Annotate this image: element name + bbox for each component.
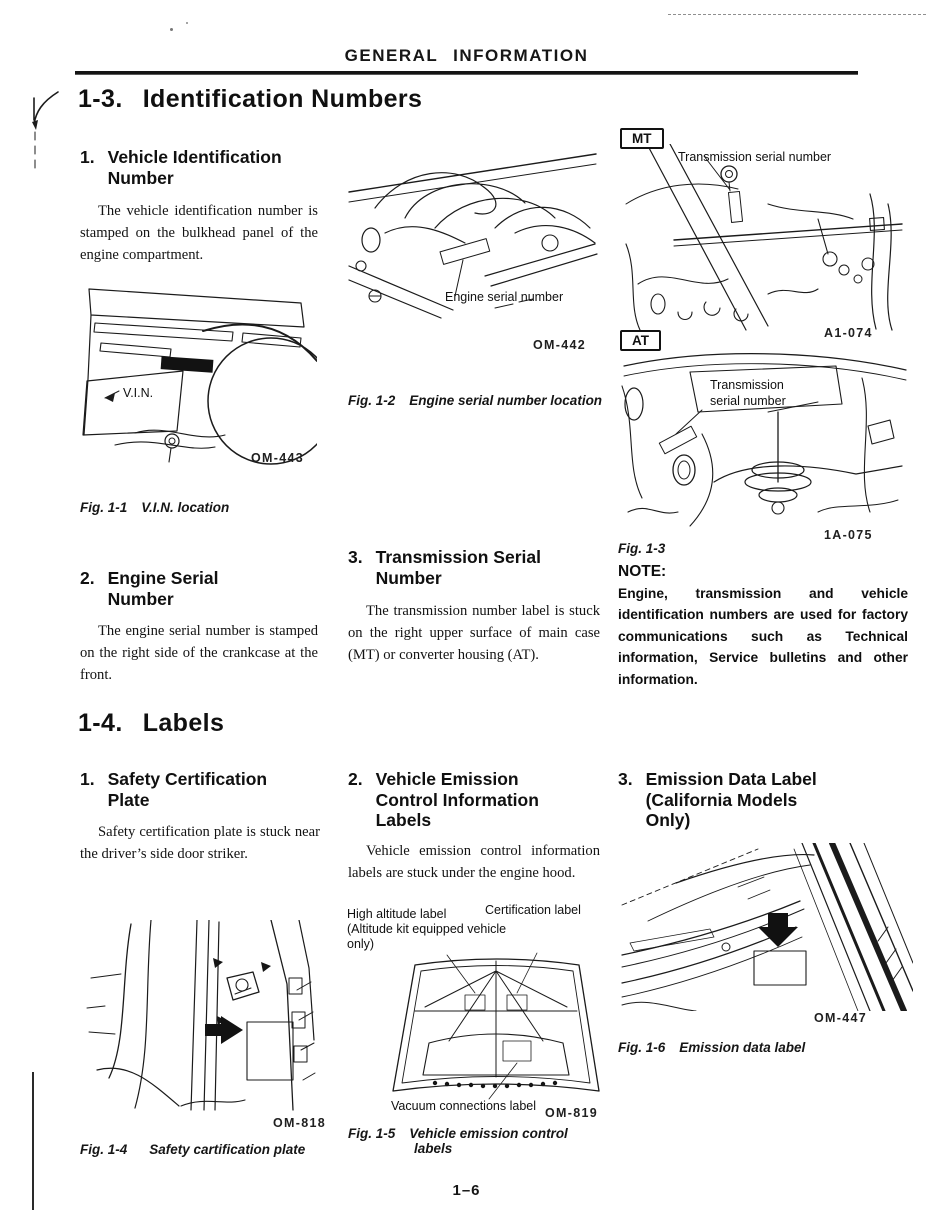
figure-1-3-mt — [618, 128, 910, 340]
hood-underside-drawing — [387, 949, 605, 1101]
fig-1-6-code: OM-447 — [814, 1011, 867, 1025]
caption-label: Fig. 1-2 — [348, 393, 396, 408]
emission-label-drawing — [618, 843, 913, 1011]
caption-text: Safety cartification plate — [149, 1142, 306, 1157]
fig-1-2-code: OM-442 — [533, 338, 586, 352]
scan-artifact-dashes — [668, 14, 926, 15]
subsection-number: 3. — [618, 769, 633, 789]
vin-arrow — [105, 393, 115, 402]
mt-serial-callout: Transmission serial number — [678, 150, 832, 164]
engine-serial-paragraph: The engine serial number is stamped on the right side of the crankcase at the front. — [80, 623, 318, 683]
subsection-number: 2. — [80, 568, 95, 588]
at-transmission-drawing — [618, 342, 910, 534]
section-number: 1-4. — [78, 709, 123, 737]
fig-1-4-code: OM-818 — [273, 1116, 326, 1130]
at-serial-label — [659, 426, 696, 453]
emission-labels-paragraph: Vehicle emission control information labels are stuck under the engine hood. — [348, 843, 600, 881]
section-title: Identification Numbers — [142, 85, 423, 113]
figure-1-1 — [75, 283, 317, 475]
wiper-vent-band — [630, 929, 714, 951]
subsection-1-vin-heading — [80, 147, 303, 188]
vin-paragraph: The vehicle identification number is stamped on the bulkhead panel of the engine compartment. — [80, 203, 318, 263]
caption-text: V.I.N. location — [141, 500, 230, 515]
scan-artifact-dot — [186, 22, 188, 24]
subsection-number: 2. — [348, 769, 363, 789]
section-title: Labels — [142, 709, 225, 737]
high-altitude-callout-line1: High altitude label — [347, 907, 447, 921]
subsection-number: 1. — [80, 147, 95, 167]
note-label: NOTE: — [618, 563, 667, 580]
subsection-3-transmission-heading — [348, 547, 561, 588]
caption-text-line1: Vehicle emission control — [409, 1126, 568, 1141]
figure-1-3-at — [618, 330, 910, 542]
fig-1-1-code: OM-443 — [251, 451, 304, 465]
subsection-1-safety-heading — [80, 769, 293, 810]
note-block — [618, 563, 908, 690]
page-header-title: GENERAL INFORMATION — [344, 46, 589, 65]
subsection-number: 1. — [80, 769, 95, 789]
at-tag: AT — [620, 330, 661, 351]
figure-1-2 — [345, 148, 600, 356]
emission-data-label — [754, 951, 806, 985]
certification-callout: Certification label — [485, 903, 581, 917]
safety-plate-drawing — [85, 920, 320, 1112]
note-body: Engine, transmission and vehicle identification numbers are used for factory communications such as Technical information, Service bulletins and other information. — [618, 586, 908, 687]
figure-1-4 — [85, 920, 326, 1135]
fig-1-3-caption — [618, 541, 665, 556]
scan-artifact-dot — [170, 28, 173, 31]
high-altitude-callout-line2: (Altitude kit equipped vehicle — [347, 922, 507, 936]
vacuum-connections-label — [503, 1041, 531, 1061]
subsection-3-emission-data-heading — [618, 769, 846, 831]
caption-label: Fig. 1-3 — [618, 541, 666, 556]
subsection-title: Vehicle Emission Control Information Labels — [375, 769, 539, 831]
fig-1-4-caption — [80, 1142, 305, 1157]
vin-location-drawing — [75, 283, 317, 469]
section-1-4-heading — [78, 710, 224, 738]
page-number: 1–6 — [452, 1182, 481, 1199]
scan-artifact-pen-mark — [24, 84, 64, 184]
vin-plate — [161, 356, 214, 373]
fig-1-5-caption — [348, 1126, 568, 1156]
header-rule — [75, 71, 858, 74]
hood-bolt-dots — [433, 1081, 557, 1088]
subsection-title: Transmission Serial Number — [375, 547, 541, 588]
fig-1-2-caption — [348, 393, 602, 408]
caption-text: Engine serial number location — [409, 393, 603, 408]
at-serial-callout-line1: Transmission — [710, 378, 784, 392]
figure-1-6 — [618, 843, 913, 1033]
section-1-3-heading — [78, 86, 422, 114]
subsection-title: Emission Data Label (California Models Only) — [645, 769, 817, 831]
mt-transmission-drawing — [618, 144, 910, 332]
subsection-2-engine-heading — [80, 568, 238, 609]
fig-1-3-mt-code: A1-074 — [824, 326, 873, 340]
caption-text: Emission data label — [679, 1040, 806, 1055]
certification-plate — [247, 1022, 293, 1080]
transmission-serial-paragraph: The transmission number label is stuck on the right upper surface of main case (MT) or converter housing (AT). — [348, 603, 600, 663]
fig-1-1-caption — [80, 500, 229, 515]
subsection-2-emission-heading — [348, 769, 541, 831]
subsection-title: Vehicle Identification Number — [107, 147, 282, 188]
door-striker — [227, 972, 259, 1000]
high-altitude-callout-line3: only) — [347, 937, 375, 951]
fig-1-5-code: OM-819 — [545, 1106, 598, 1120]
subsection-title: Engine Serial Number — [107, 568, 219, 609]
vacuum-connections-callout: Vacuum connections label — [391, 1099, 536, 1113]
caption-label: Fig. 1-6 — [618, 1040, 666, 1055]
fig-1-6-caption — [618, 1040, 805, 1055]
caption-label: Fig. 1-4 — [80, 1142, 128, 1157]
mt-serial-label — [728, 191, 742, 222]
section-number: 1-3. — [78, 85, 123, 113]
pointer-arrow-icon — [205, 1016, 243, 1044]
figure-1-5 — [345, 903, 607, 1123]
engine-serial-callout: Engine serial number — [445, 290, 564, 304]
caption-text-line2: labels — [414, 1141, 453, 1156]
at-serial-callout-line2: serial number — [710, 394, 786, 408]
mt-tag: MT — [620, 128, 664, 149]
caption-label: Fig. 1-1 — [80, 500, 128, 515]
caption-label: Fig. 1-5 — [348, 1126, 396, 1141]
vin-callout: V.I.N. — [123, 386, 154, 400]
safety-plate-paragraph: Safety certification plate is stuck near the driver’s side door striker. — [80, 824, 320, 862]
fig-1-3-at-code: 1A-075 — [824, 528, 873, 542]
tire — [208, 338, 317, 464]
subsection-number: 3. — [348, 547, 363, 567]
subsection-title: Safety Certification Plate — [107, 769, 268, 810]
